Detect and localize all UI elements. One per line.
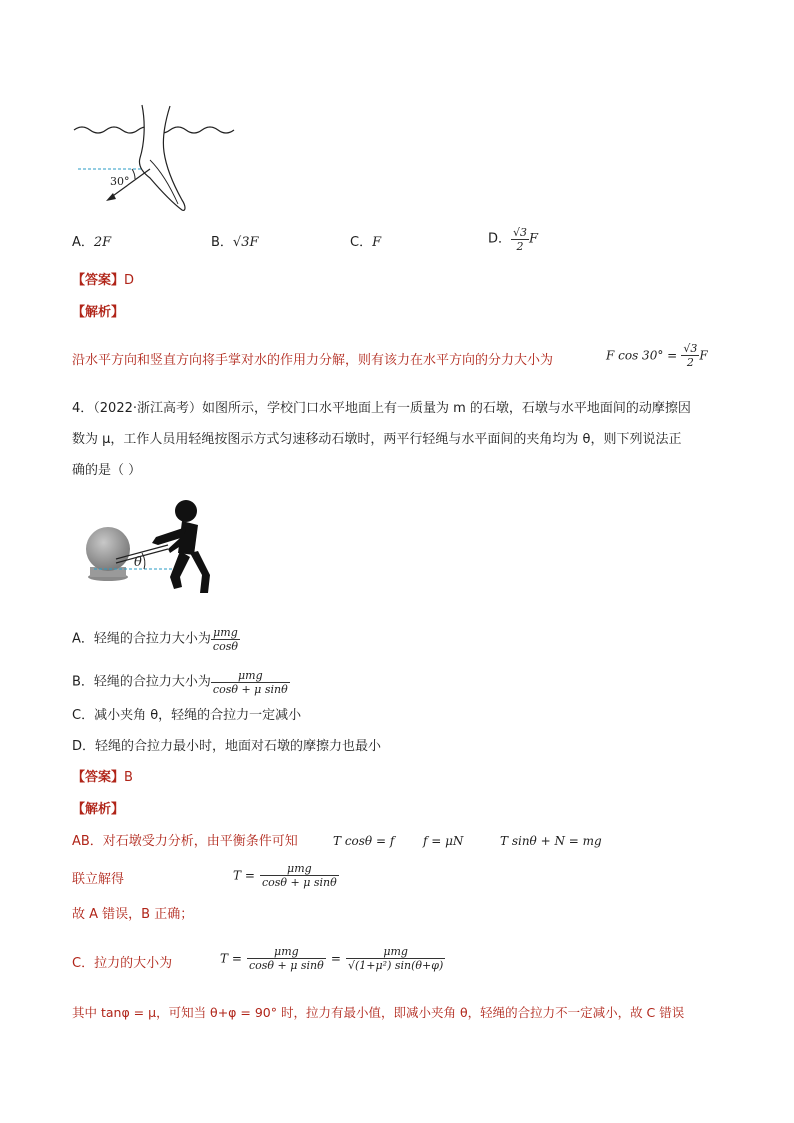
q3-option-b[interactable]: B．√3F (211, 235, 259, 250)
q4-answer: 【答案】B (72, 770, 133, 785)
q4-conclusion1: 故 A 错误，B 正确； (72, 907, 194, 922)
q4-c-formula: T = $\frac{\text{μmg}}{\text{cosθ + μ sinθ}}$ = $\frac{\text{μmg}}{\text{√(1+μ²) sin(θ+φ)}}$ (220, 945, 444, 972)
q4-stem-line3: 确的是（ ） (72, 463, 142, 478)
q3-analysis-label: 【解析】 (72, 305, 125, 320)
q3-option-a[interactable]: A．2F (72, 235, 112, 250)
q4-analysis-label: 【解析】 (72, 802, 125, 817)
q3-option-c[interactable]: C．F (350, 235, 382, 250)
q4-last-line: 其中 tanφ = μ，可知当 θ+φ = 90° 时，拉力有最小值，即减小夹角 θ，轻绳的合拉力不一定减小，故 C 错误 (72, 1005, 685, 1020)
q4-eq1: T cosθ = f (333, 834, 395, 848)
hand-in-water-figure (70, 100, 240, 220)
q4-solve-text: 联立解得 (72, 872, 125, 887)
option-a-fraction: $\frac{\text{μmg}}{\cos\theta}$ (212, 626, 238, 653)
q3-analysis-text: 沿水平方向和竖直方向将手掌对水的作用力分解，则有该力在水平方向的分力大小为 (72, 353, 554, 368)
theta-label: θ (134, 555, 142, 570)
option-d-fraction: $\frac{√3}{2}$ (513, 226, 528, 253)
q4-option-d[interactable]: D．轻绳的合拉力最小时，地面对石墩的摩擦力也最小 (72, 739, 382, 754)
q4-ab-text: AB．对石墩受力分析，由平衡条件可知 (72, 834, 298, 849)
q4-stem-line2: 数为 μ，工作人员用轻绳按图示方式匀速移动石墩时，两平行轻绳与水平面间的夹角均为 θ，则下列说法正 (72, 432, 682, 447)
q4-eq2: f = μN (423, 834, 464, 848)
q4-solve-formula: T = $\frac{\text{μmg}}{\text{cosθ + μ sinθ}}$ (233, 862, 337, 889)
q4-c-text: C．拉力的大小为 (72, 956, 173, 971)
q3-option-d[interactable]: D． $\frac{√3}{2}$ F (488, 226, 539, 253)
stone-pulling-figure (86, 497, 216, 597)
q3-analysis-formula: F cos 30° = $\frac{√3}{2}$ F (606, 342, 708, 369)
q4-eq3: T sinθ + N = mg (500, 834, 602, 848)
option-b-fraction: $\frac{\text{μmg}}{\text{cosθ + μ sinθ}}$ (212, 669, 288, 696)
q3-answer: 【答案】D (72, 273, 135, 288)
q4-option-b[interactable]: B．轻绳的合拉力大小为 $\frac{\text{μmg}}{\text{cosθ + μ sinθ}}$ (72, 669, 288, 696)
q4-stem-line1: 4．（2022·浙江高考）如图所示，学校门口水平地面上有一质量为 m 的石墩，石墩与水平地面间的动摩擦因 (72, 401, 691, 416)
q4-option-c[interactable]: C．减小夹角 θ，轻绳的合拉力一定减小 (72, 708, 302, 723)
q4-option-a[interactable]: A．轻绳的合拉力大小为 $\frac{\text{μmg}}{\cos\theta}$ (72, 626, 238, 653)
angle-label: 30° (110, 175, 130, 188)
